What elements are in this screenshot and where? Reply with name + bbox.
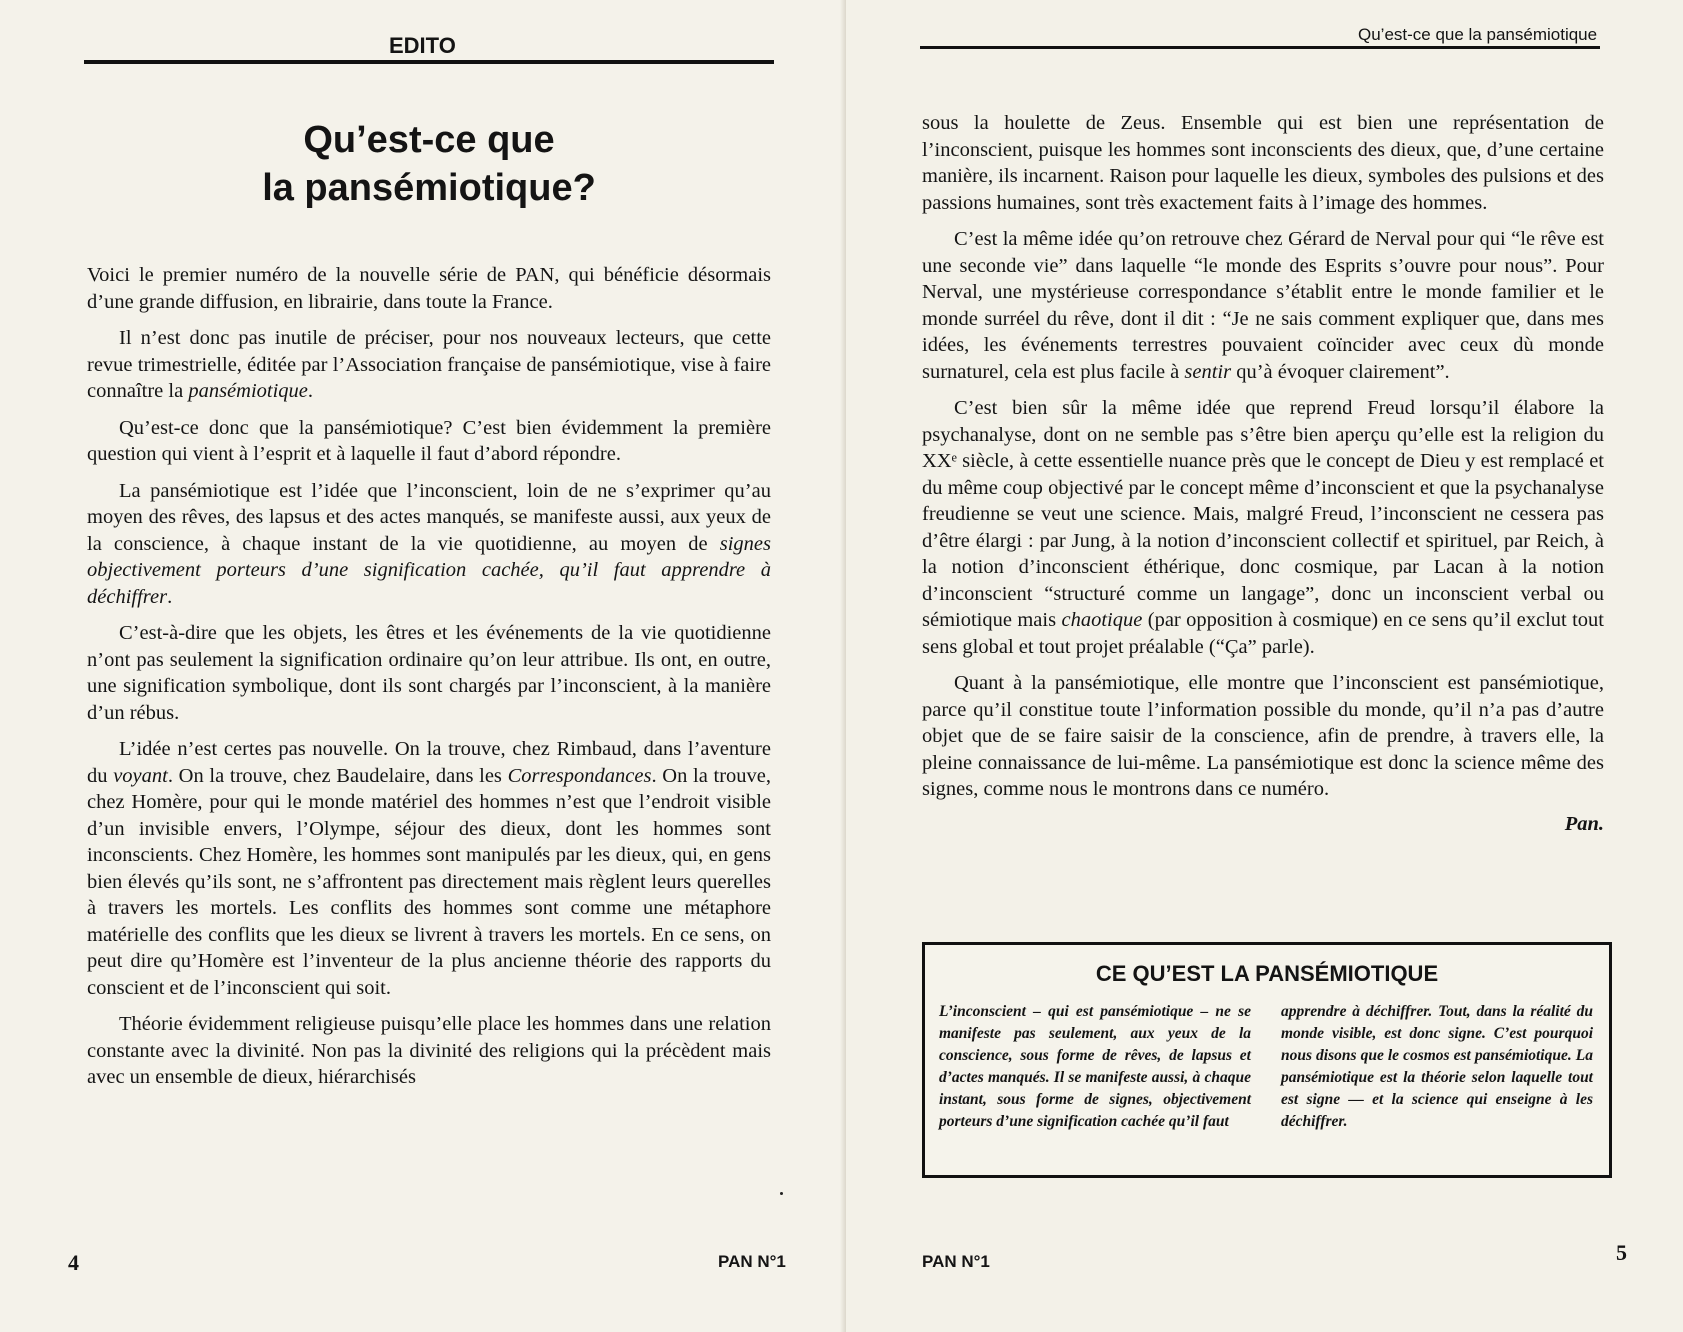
title-line-2: la pansémiotique?	[262, 167, 596, 209]
paragraph: C’est la même idée qu’on retrouve chez Gérard de Nerval pour qui “le rêve est une seconde vie” dans laquelle “le monde des Esprits s’ouvre pour nous”. Pour Nerval, une mystérieuse correspondance s’établit entre le monde familier et le monde surréel du rêve, dont il dit : “Je ne sais comment expliquer que, dans mes idées, les événements terrestres pouvaient coïncider avec ceux dù monde surnaturel, cela est plus facile à sentir qu’à évoquer clairement”.	[922, 228, 1604, 383]
title-line-1: Qu’est-ce que	[303, 119, 555, 161]
footer-magazine: PAN N°1	[718, 1252, 786, 1271]
signature: Pan.	[1564, 812, 1604, 835]
paragraph: Qu’est-ce donc que la pansémiotique? C’est bien évidemment la première question qui vient à l’esprit et à laquelle il faut d’abord répondre.	[87, 416, 771, 465]
page-number: 4	[68, 1250, 79, 1275]
header-rule	[920, 46, 1600, 49]
section-tag: EDITO	[389, 33, 456, 58]
left-column	[87, 262, 771, 1101]
footer-magazine: PAN N°1	[922, 1252, 990, 1271]
right-column	[922, 110, 1604, 837]
paragraph: Théorie évidemment religieuse puisqu’elle place les hommes dans une relation constante avec la divinité. Non pas la divinité des religions qui la précèdent mais avec un ensemble de dieux, hiérarchisés	[87, 1013, 771, 1088]
page-number: 5	[1616, 1240, 1627, 1265]
article-title	[84, 116, 774, 212]
paragraph: sous la houlette de Zeus. Ensemble qui est bien une représentation de l’inconscient, puisque les hommes sont inconscients des dieux, que, d’une certaine manière, ils incarnent. Raison pour laquelle les dieux, symboles des pulsions et des passions humaines, sont très exactement faits à l’image des hommes.	[922, 112, 1604, 214]
paragraph: Voici le premier numéro de la nouvelle série de PAN, qui bénéficie désormais d’une grande diffusion, en librairie, dans toute la France.	[87, 264, 771, 313]
paragraph: L’idée n’est certes pas nouvelle. On la trouve, chez Rimbaud, dans l’aventure du voyant. On la trouve, chez Baudelaire, dans les Correspondances. On la trouve, chez Homère, pour qui le monde matériel des hommes n’est que l’endroit visible d’un invisible envers, l’Olympe, séjour des dieux, dont les hommes sont inconscients. Chez Homère, les hommes sont manipulés par les dieux, qui, en gens bien élevés qu’ils sont, ne s’affrontent pas directement mais règlent leurs querelles à travers les mortels. Les conflits des hommes sont comme une métaphore matérielle des conflits que les dieux se livrent à travers les mortels. En ce sens, on peut dire qu’Homère est l’inventeur de la plus ancienne théorie des rapports du conscient et de l’inconscient qui soit.	[87, 738, 771, 999]
definition-box	[922, 942, 1612, 1178]
paragraph: La pansémiotique est l’idée que l’inconscient, loin de ne s’exprimer qu’au moyen des rêves, des lapsus et des actes manqués, se manifeste aussi, aux yeux de la conscience, à chaque instant de la vie quotidienne, au moyen de signes objectivement porteurs d’une signification cachée, qu’il faut apprendre à déchiffrer.	[87, 479, 771, 608]
paragraph: C’est-à-dire que les objets, les êtres et les événements de la vie quotidienne n’ont pas seulement la signification ordinaire qu’on leur attribue. Ils ont, en outre, une signification symbolique, dont ils sont chargés par l’inconscient, à la manière d’un rébus.	[87, 622, 771, 724]
box-title: CE QU’EST LA PANSÉMIOTIQUE	[1095, 961, 1439, 986]
ink-speck	[780, 1192, 783, 1195]
paragraph: C’est bien sûr la même idée que reprend Freud lorsqu’il élabore la psychanalyse, dont on ne semble pas s’être bien aperçu qu’elle est la religion du XXᵉ siècle, à cette essentielle nuance près que le concept de Dieu y est remplacé et du même coup objectivé par le concept même d’inconscient et que la psychanalyse freudienne se veut une science. Mais, malgré Freud, l’inconscient ne cessera pas d’être élargi : par Jung, à la notion d’inconscient collectif et spirituel, par Reich, à la notion d’inconscient éthérique, donc cosmique, par Lacan à la notion d’inconscient “structuré comme un langage”, donc un inconscient verbal ou sémiotique mais chaotique (par opposition à cosmique) en ce sens qu’il exclut tout sens global et tout projet préalable (“Ça” parle).	[922, 397, 1605, 658]
header-rule	[84, 60, 774, 64]
paragraph: Il n’est donc pas inutile de préciser, pour nos nouveaux lecteurs, que cette revue trimestrielle, éditée par l’Association française de pansémiotique, vise à faire connaître la pansémiotique.	[87, 327, 771, 402]
running-head: Qu’est-ce que la pansémiotique	[1358, 25, 1598, 44]
box-column-1: L’inconscient – qui est pansémiotique – ne se manifeste pas seulement, aux yeux de la conscience, sous forme de rêves, de lapsus et d’actes manqués. Il se manifeste aussi, à chaque instant, sous forme de signes, objectivement porteurs d’une signification cachée qu’il faut	[939, 1003, 1251, 1130]
box-column-2: apprendre à déchiffrer. Tout, dans la réalité du monde visible, est donc signe. C’est pourquoi nous disons que le cosmos est pansémiotique. La pansémiotique est la théorie selon laquelle tout est signe — et la science qui enseigne à les déchiffrer.	[1281, 1003, 1593, 1130]
paragraph: Quant à la pansémiotique, elle montre que l’inconscient est pansémiotique, parce qu’il constitue toute l’information possible du monde, qu’il n’a pas d’autre objet que de se faire saisir de la conscience, afin de prendre, à travers elle, la pleine connaissance de lui-même. La pansémiotique est donc la science même des signes, comme nous le montrons dans ce numéro.	[922, 672, 1604, 800]
